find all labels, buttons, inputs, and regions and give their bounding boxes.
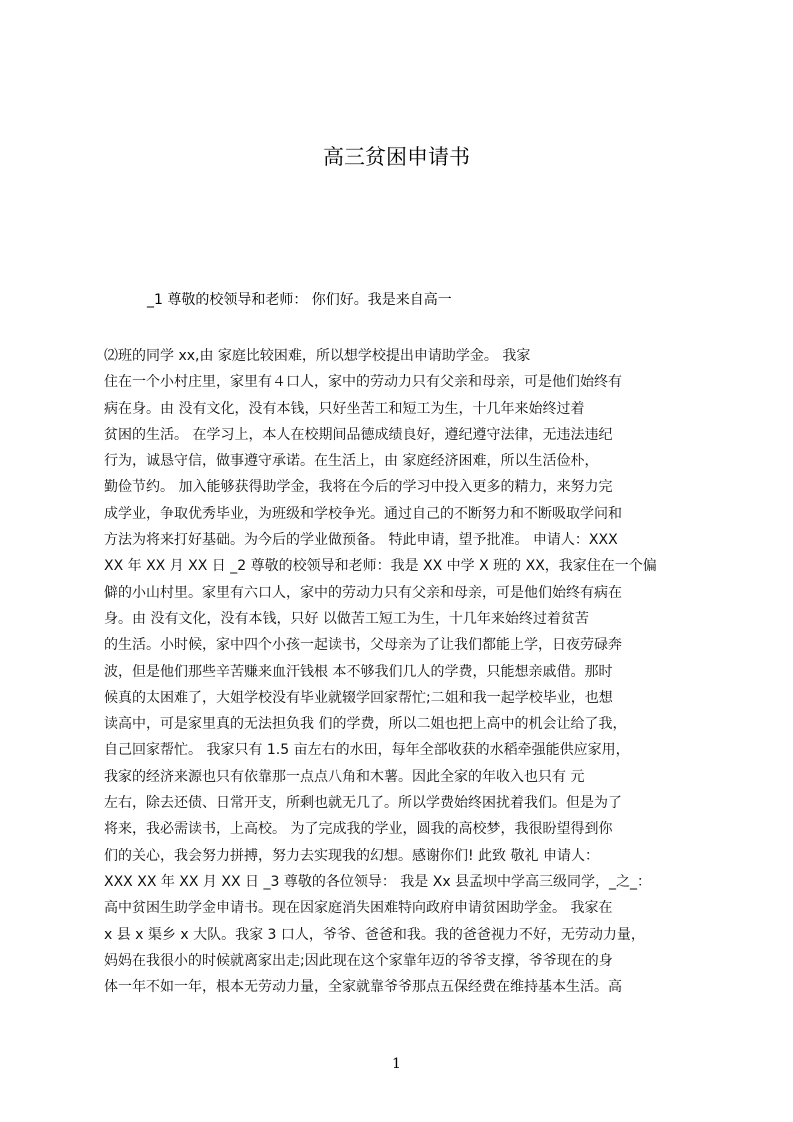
body-line: 高中贫困生助学金申请书。现在因家庭消失困难特向政府申请贫困助学金。 我家在	[104, 900, 613, 917]
body-line: 贫困的生活。 在学习上，本人在校期间品德成绩良好，遵纪遵守法律，无违法违纪	[104, 426, 613, 443]
body-line: 我家的经济来源也只有依靠那一点点八角和木薯。因此全家的年收入也只有 元	[104, 768, 585, 785]
body-line: 波，但是他们那些辛苦赚来血汗钱根 本不够我们几人的学费，只能想亲戚借。那时	[104, 663, 613, 680]
body-line: 僻的小山村里。家里有六口人，家中的劳动力只有父亲和母亲，可是他们始终有病在	[104, 584, 622, 601]
page-number: 1	[392, 1056, 401, 1072]
document-title: 高三贫困申请书	[323, 145, 470, 169]
body-line: 自己回家帮忙。 我家只有 1.5 亩左右的水田，每年全部收获的水稻牵强能供应家用，	[104, 742, 630, 759]
body-line: 妈妈在我很小的时候就离家出走;因此现在这个家靠年迈的爷爷支撑，爷爷现在的身	[104, 952, 613, 969]
body-line: XXX XX 年 XX 月 XX 日 _3 尊敬的各位领导： 我是 Xx 县孟坝中学高三级同学，_之_：	[104, 873, 652, 890]
body-line: 左右，除去还债、日常开支，所剩也就无几了。所以学费始终困扰着我们。但是为了	[104, 795, 622, 812]
intro-line: _1 尊敬的校领导和老师： 你们好。我是来自高一	[147, 292, 452, 308]
body-text	[104, 343, 698, 1000]
body-line: 住在一个小村庄里，家里有４口人，家中的劳动力只有父亲和母亲，可是他们始终有	[104, 374, 622, 391]
body-line: 方法为将来打好基础。为今后的学业做预备。 特此申请，望予批准。 申请人：XXX	[104, 532, 618, 549]
body-line: 行为，诚恳守信，做事遵守承诺。在生活上，由 家庭经济困难，所以生活俭朴，	[104, 453, 599, 470]
body-line: ⑵班的同学 xx,由 家庭比较困难，所以想学校提出申请助学金。 我家	[104, 348, 531, 364]
body-line: 身。由 没有文化，没有本钱，只好 以做苦工短工为生，十几年来始终过着贫苦	[104, 610, 589, 627]
body-line: 候真的太困难了，大姐学校没有毕业就辍学回家帮忙;二姐和我一起学校毕业，也想	[104, 689, 613, 706]
body-line: 的生活。小时候，家中四个小孩一起读书，父母亲为了让我们都能上学，日夜劳碌奔	[104, 637, 622, 654]
body-line: 勤俭节约。 加入能够获得助学金，我将在今后的学习中投入更多的精力，来努力完	[104, 479, 613, 496]
body-line: 体一年不如一年，根本无劳动力量，全家就靠爷爷那点五保经费在维持基本生活。高	[104, 979, 622, 996]
body-line: 病在身。由 没有文化，没有本钱，只好坐苦工和短工为生，十几年来始终过着	[104, 400, 585, 417]
body-line: x 县 x 渠乡 x 大队。我家 3 口人，爷爷、爸爸和我。我的爸爸视力不好，无劳动力量，	[104, 926, 645, 943]
body-line: 读高中，可是家里真的无法担负我 们的学费，所以二姐也把上高中的机会让给了我，	[104, 716, 627, 733]
body-line: 们的关心，我会努力拼搏，努力去实现我的幻想。感谢你们! 此致 敬礼 申请人：	[104, 847, 599, 864]
body-line: XX 年 XX 月 XX 日 _2 尊敬的校领导和老师：我是 XX 中学 X 班的 XX，我家住在一个偏	[104, 558, 657, 575]
body-line: 成学业，争取优秀毕业，为班级和学校争光。通过自己的不断努力和不断吸取学问和	[104, 505, 622, 522]
body-line: 将来，我必需读书，上高校。 为了完成我的学业，圆我的高校梦，我很盼望得到你	[104, 821, 613, 838]
